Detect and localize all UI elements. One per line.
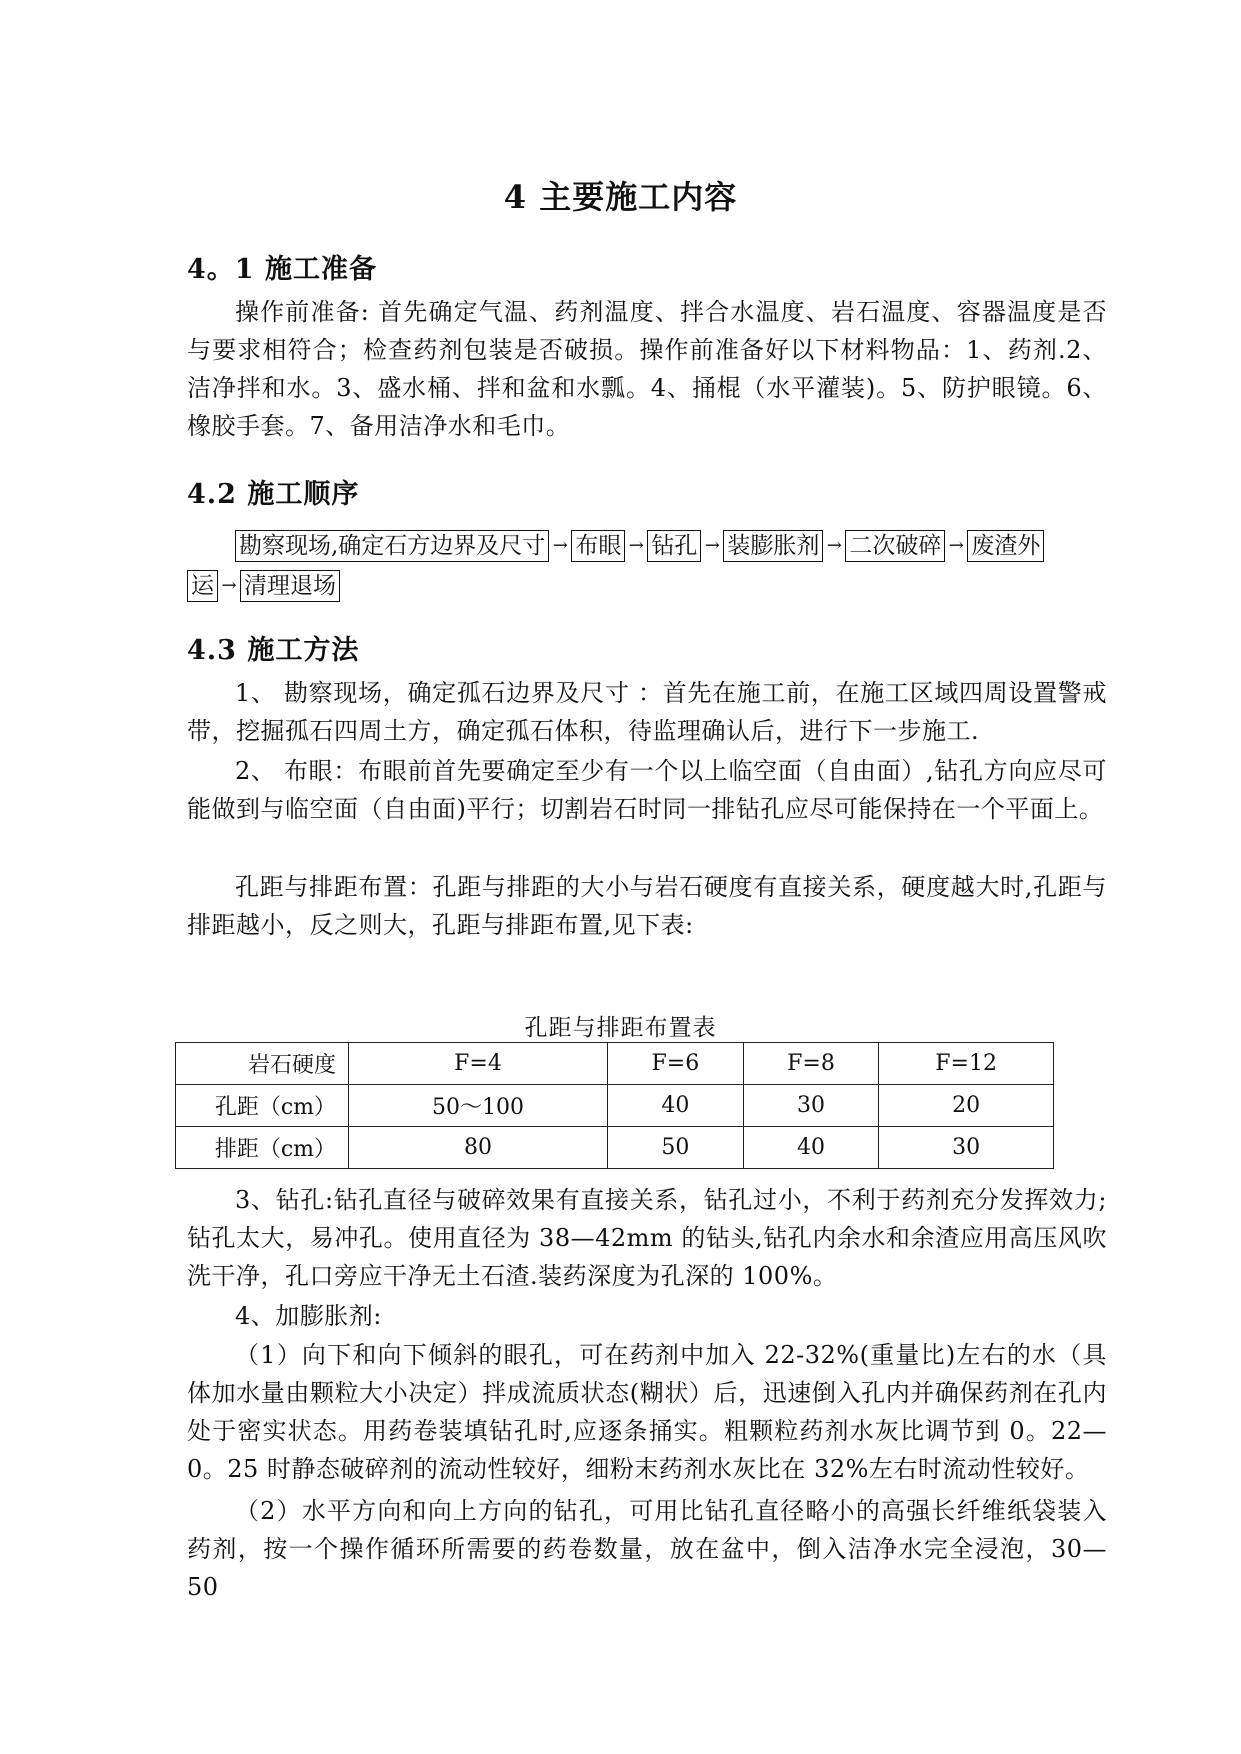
- flow-step-drilling: 钻孔: [647, 530, 701, 562]
- process-flow: [187, 526, 1107, 606]
- table-cell: 80: [349, 1127, 608, 1169]
- table-cell: 50: [608, 1127, 744, 1169]
- paragraph-layout-holes: 2、 布眼：布眼前首先要确定至少有一个以上临空面（自由面）,钻孔方向应尽可能做到与临空面（自由面)平行；切割岩石时同一排钻孔应尽可能保持在一个平面上。: [187, 757, 1107, 823]
- arrow-icon: →: [221, 575, 237, 596]
- paragraph-preparation: 操作前准备: 首先确定气温、药剂温度、拌合水温度、岩石温度、容器温度是否与要求相符合；检查药剂包装是否破损。操作前准备好以下材料物品：1、药剂.2、洁净拌和水。3、盛水桶、拌和盆和水瓢。4、捅棍（水平灌装)。5、防护眼镜。6、橡胶手套。7、备用洁净水和毛巾。: [187, 298, 1107, 440]
- section-heading-4-2: 4.2 施工顺序: [187, 479, 360, 510]
- table-cell: 50～100: [349, 1085, 608, 1127]
- paragraph-spacing: 孔距与排距布置：孔距与排距的大小与岩石硬度有直接关系，硬度越大时,孔距与排距越小，反之则大，孔距与排距布置,见下表:: [187, 873, 1107, 939]
- arrow-icon: →: [704, 535, 720, 556]
- table-cell: 30: [743, 1085, 879, 1127]
- table-cell: F=8: [743, 1043, 879, 1085]
- flow-step-cleanup-exit: 清理退场: [240, 570, 340, 602]
- table-cell: 40: [608, 1085, 744, 1127]
- table-cell: 孔距（cm）: [176, 1085, 349, 1127]
- table-cell: 岩石硬度: [176, 1043, 349, 1085]
- table-cell: F=6: [608, 1043, 744, 1085]
- paragraph-downward-holes: （1）向下和向下倾斜的眼孔，可在药剂中加入 22-32%(重量比)左右的水（具体加水量由颗粒大小决定）拌成流质状态(糊状）后，迅速倒入孔内并确保药剂在孔内处于密实状态。用药卷装填钻孔时,应逐条捅实。粗颗粒药剂水灰比调节到 0。22—0。25 时静态破碎剂的流动性较好，细粉末药剂水灰比在 32%左右时流动性较好。: [187, 1341, 1107, 1483]
- paragraph-drilling: 3、钻孔:钻孔直径与破碎效果有直接关系，钻孔过小，不利于药剂充分发挥效力;钻孔太大，易冲孔。使用直径为 38—42mm 的钻头,钻孔内余水和余渣应用高压风吹洗干净，孔口旁应干净无土石渣.装药深度为孔深的 100%。: [187, 1186, 1107, 1290]
- arrow-icon: →: [826, 535, 842, 556]
- section-heading-4-1: 4。1 施工准备: [187, 254, 377, 285]
- table-cell: 排距（cm）: [176, 1127, 349, 1169]
- flow-step-survey: 勘察现场,确定石方边界及尺寸: [235, 530, 549, 562]
- flow-step-layout-holes: 布眼: [571, 530, 625, 562]
- arrow-icon: →: [552, 535, 568, 556]
- paragraph-add-agent-heading: 4、加膨胀剂:: [235, 1302, 382, 1330]
- flow-step-waste-removal: 废渣外: [967, 530, 1044, 562]
- table-row: [176, 1085, 1054, 1127]
- table-header-row: [176, 1043, 1054, 1085]
- arrow-icon: →: [948, 535, 964, 556]
- table-cell: 20: [879, 1085, 1054, 1127]
- table-row: [176, 1127, 1054, 1169]
- table-cell: 30: [879, 1127, 1054, 1169]
- table-cell: 40: [743, 1127, 879, 1169]
- paragraph-horizontal-holes: （2）水平方向和向上方向的钻孔，可用比钻孔直径略小的高强长纤维纸袋装入药剂，按一个操作循环所需要的药卷数量，放在盆中，倒入洁净水完全浸泡，30—50: [187, 1497, 1107, 1601]
- flow-step-load-agent: 装膨胀剂: [723, 530, 823, 562]
- paragraph-survey: 1、 勘察现场，确定孤石边界及尺寸 ：首先在施工前，在施工区域四周设置警戒带，挖掘孤石四周土方，确定孤石体积，待监理确认后，进行下一步施工.: [187, 679, 1107, 745]
- table-cell: F=12: [879, 1043, 1054, 1085]
- section-heading-4-3: 4.3 施工方法: [187, 635, 360, 666]
- table-caption: 孔距与排距布置表: [524, 1015, 717, 1041]
- table-cell: F=4: [349, 1043, 608, 1085]
- arrow-icon: →: [628, 535, 644, 556]
- flow-step-secondary-breaking: 二次破碎: [845, 530, 945, 562]
- chapter-title: 4 主要施工内容: [503, 178, 738, 216]
- flow-step-waste-removal-cont: 运: [187, 570, 218, 602]
- spacing-table: [175, 1042, 1054, 1169]
